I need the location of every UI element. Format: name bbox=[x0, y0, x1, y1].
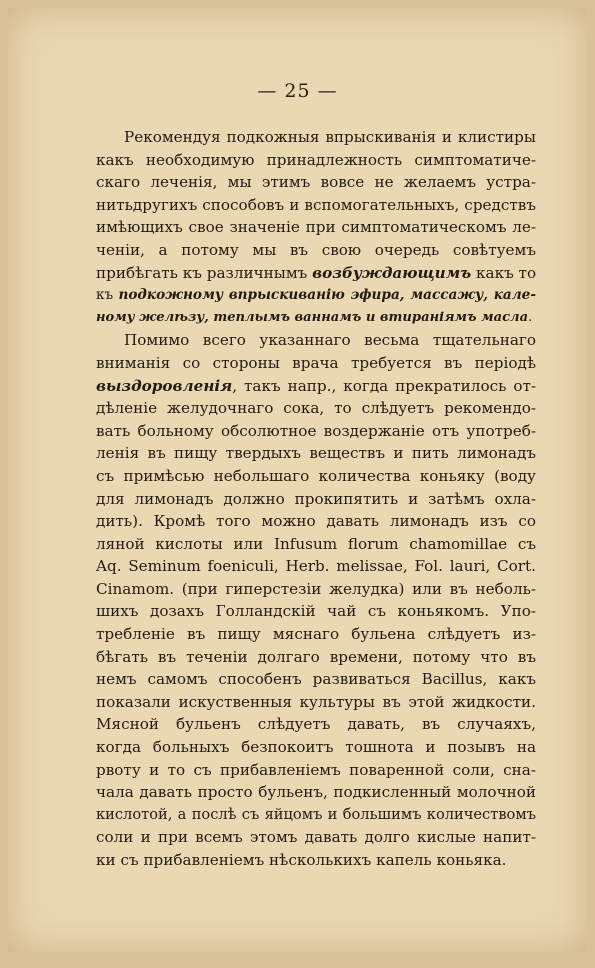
text-line bbox=[96, 397, 536, 420]
text-run: ленія въ пищу твердыхъ веществъ и пить лимонадъ bbox=[96, 444, 536, 463]
text-run: бѣгать въ теченіи долгаго времени, потому что въ bbox=[96, 647, 536, 666]
text-line bbox=[96, 171, 536, 194]
text-run: ки съ прибавленіемъ нѣсколькихъ капель коньяка. bbox=[96, 851, 507, 869]
text-line bbox=[96, 713, 536, 736]
text-run: . bbox=[528, 309, 533, 325]
text-run: шихъ дозахъ Голландскій чай съ коньякомъ. Упо- bbox=[96, 602, 536, 621]
text-line bbox=[96, 600, 536, 623]
text-run: дѣленіе желудочнаго сока, то слѣдуетъ рекомендо- bbox=[96, 399, 536, 418]
text-line bbox=[96, 668, 536, 691]
emphasized-text: выздоровленія bbox=[96, 376, 233, 395]
text-run: нитьдругихъ способовъ и вспомогательныхъ, средствъ bbox=[96, 195, 536, 214]
emphasized-text: подкожному впрыскиванію эфира, массажу, кале- bbox=[118, 287, 536, 304]
text-line bbox=[96, 623, 536, 646]
text-run: къ bbox=[96, 287, 119, 304]
text-run: вать больному обсолютное воздержаніе отъ употреб- bbox=[96, 421, 536, 440]
text-line bbox=[96, 329, 536, 352]
text-run: какъ необходимую принадлежность симптоматиче- bbox=[96, 150, 536, 169]
text-run: Рекомендуя подкожныя впрыскиванія и клистиры bbox=[124, 128, 536, 146]
text-line bbox=[96, 239, 536, 262]
text-run: имѣющихъ свое значеніе при симптоматическомъ ле- bbox=[96, 218, 536, 237]
text-line bbox=[96, 555, 536, 578]
text-run: Aq. Seminum foeniculi, Herb. melissae, Fol. lauri, Cort. bbox=[96, 557, 536, 576]
text-run: кислотой, а послѣ съ яйцомъ и большимъ количествомъ bbox=[96, 805, 536, 823]
text-line bbox=[96, 849, 536, 872]
text-run: соли и при всемъ этомъ давать долго кислые напит- bbox=[96, 828, 536, 847]
text-line bbox=[96, 736, 536, 759]
text-run: требленіе въ пищу мяснаго бульена слѣдуетъ из- bbox=[96, 625, 536, 644]
text-run: когда больныхъ безпокоитъ тошнота и позывъ на bbox=[96, 738, 536, 757]
text-line bbox=[96, 781, 536, 804]
text-line bbox=[96, 510, 536, 533]
text-line bbox=[96, 442, 536, 465]
book-page bbox=[8, 8, 587, 952]
text-run: прибѣгать къ различнымъ bbox=[96, 263, 313, 282]
text-line bbox=[96, 375, 536, 398]
text-run: скаго леченія, мы этимъ вовсе не желаемъ устра- bbox=[96, 173, 536, 192]
text-run: рвоту и то съ прибавленіемъ поваренной соли, сна- bbox=[96, 760, 536, 779]
emphasized-text: ному желѣзу, теплымъ ваннамъ и втираніямъ масла bbox=[96, 309, 529, 325]
text-line bbox=[96, 352, 536, 375]
text-run: съ примѣсью небольшаго количества коньяку (воду bbox=[96, 466, 536, 485]
text-line bbox=[96, 578, 536, 601]
text-run: Мясной бульенъ слѣдуетъ давать, въ случаяхъ, bbox=[96, 715, 536, 734]
text-line bbox=[96, 262, 536, 285]
text-run: Помимо всего указаннаго весьма тщательнаго bbox=[124, 331, 536, 350]
text-line bbox=[96, 307, 536, 330]
text-run: дить). Кромѣ того можно давать лимонадъ изъ со bbox=[96, 512, 536, 531]
text-line bbox=[96, 194, 536, 217]
text-run: ченіи, а потому мы въ свою очередь совѣтуемъ bbox=[96, 240, 536, 259]
text-line bbox=[96, 533, 536, 556]
text-run: какъ то bbox=[471, 263, 537, 282]
text-run: ляной кислоты или Infusum florum chamomillae съ bbox=[96, 534, 536, 553]
text-line bbox=[96, 284, 536, 307]
text-line bbox=[96, 488, 536, 511]
text-line bbox=[96, 420, 536, 443]
text-run: немъ самомъ способенъ развиваться Bacillus, какъ bbox=[96, 670, 536, 689]
text-line bbox=[96, 465, 536, 488]
text-line bbox=[96, 216, 536, 239]
text-run: для лимонадъ должно прокипятить и затѣмъ охла- bbox=[96, 489, 536, 508]
text-run: чала давать просто бульенъ, подкисленный молочной bbox=[96, 783, 536, 802]
text-run: вниманія со стороны врача требуется въ періодѣ bbox=[96, 353, 536, 372]
text-run: показали искуственныя культуры въ этой жидкости. bbox=[96, 692, 536, 711]
text-line bbox=[96, 646, 536, 669]
emphasized-text: возбуждающимъ bbox=[312, 263, 472, 282]
text-line bbox=[96, 126, 536, 149]
page-number: — 25 — bbox=[257, 80, 338, 102]
text-run: , такъ напр., когда прекратилось от- bbox=[232, 376, 536, 395]
text-line bbox=[96, 691, 536, 714]
body-text bbox=[96, 126, 536, 872]
text-line bbox=[96, 826, 536, 849]
text-line bbox=[96, 759, 536, 782]
text-line bbox=[96, 804, 536, 827]
text-run: Cinamom. (при гиперстезіи желудка) или въ неболь- bbox=[96, 579, 536, 598]
text-line bbox=[96, 149, 536, 172]
